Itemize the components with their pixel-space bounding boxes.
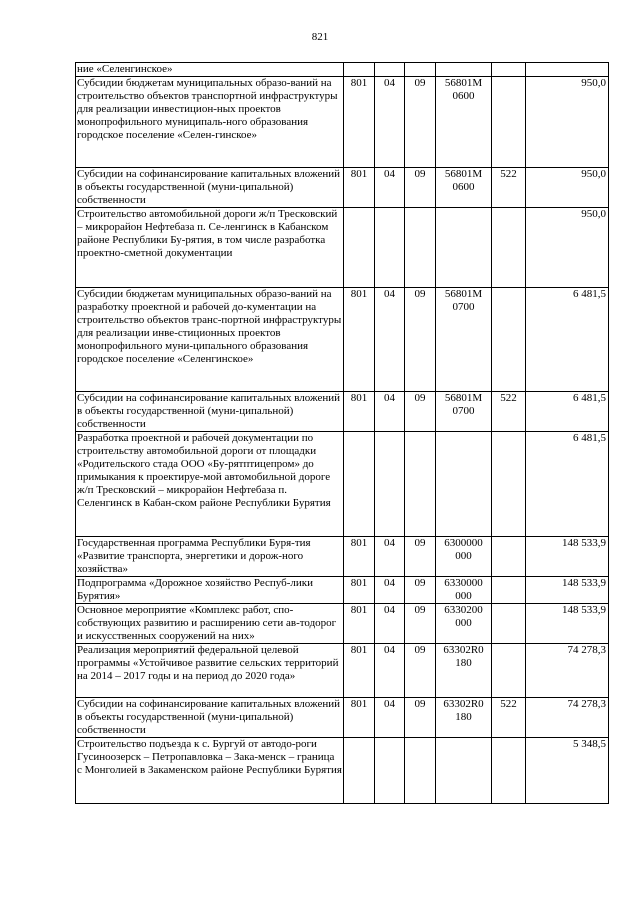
row-subsection-code: 09	[405, 77, 436, 168]
row-subsection-code	[405, 208, 436, 288]
table-row	[76, 432, 609, 537]
row-ministry-code	[344, 738, 375, 804]
table-row	[76, 577, 609, 604]
table-row	[76, 738, 609, 804]
row-expense-type: 522	[492, 698, 526, 738]
row-expense-type	[492, 644, 526, 698]
row-description: Субсидии на софинансирование капитальных вложений в объекты государственной (муни-ципальной) собственности	[76, 392, 344, 432]
row-expense-type	[492, 288, 526, 392]
row-target-article: 6330200 000	[436, 604, 492, 644]
row-target-article: 63302R0 180	[436, 698, 492, 738]
row-ministry-code	[344, 63, 375, 77]
row-subsection-code: 09	[405, 644, 436, 698]
row-description: Субсидии бюджетам муниципальных образо-ваний на разработку проектной и рабочей до-кументации на строительство объектов транс-портной инфраструктуры для реализации инве-стиционных проектов монопрофильного муни-ципального образования городское поселение «Селенгинское»	[76, 288, 344, 392]
row-expense-type	[492, 577, 526, 604]
row-description: Подпрограмма «Дорожное хозяйство Респуб-лики Бурятия»	[76, 577, 344, 604]
row-section-code: 04	[375, 698, 405, 738]
row-section-code: 04	[375, 392, 405, 432]
row-expense-type	[492, 63, 526, 77]
row-ministry-code: 801	[344, 168, 375, 208]
row-amount: 6 481,5	[526, 288, 609, 392]
row-section-code	[375, 63, 405, 77]
row-description: ние «Селенгинское»	[76, 63, 344, 77]
row-expense-type: 522	[492, 392, 526, 432]
row-amount: 148 533,9	[526, 537, 609, 577]
row-ministry-code: 801	[344, 288, 375, 392]
row-section-code: 04	[375, 77, 405, 168]
row-target-article: 56801М 0700	[436, 392, 492, 432]
row-expense-type	[492, 537, 526, 577]
table-row	[76, 288, 609, 392]
table-row	[76, 168, 609, 208]
row-description: Строительство автомобильной дороги ж/п Тресковский – микрорайон Нефтебаза п. Се-ленгинск в Кабанском районе Республики Бу-рятия, в том числе разработка проектно-сметной документации	[76, 208, 344, 288]
row-section-code: 04	[375, 577, 405, 604]
row-description: Разработка проектной и рабочей документации по строительству автомобильной дороги от площадки «Родительского стада ООО «Бу-рятптицепром» до примыкания к проектируе-мой автомобильной дороге ж/п Тресковский – микрорайон Нефтебаза п. Селенгинск в Кабан-ском районе Республики Бурятия	[76, 432, 344, 537]
row-target-article: 56801М 0700	[436, 288, 492, 392]
row-section-code	[375, 432, 405, 537]
row-target-article	[436, 432, 492, 537]
row-section-code: 04	[375, 288, 405, 392]
row-subsection-code: 09	[405, 698, 436, 738]
row-expense-type	[492, 432, 526, 537]
row-amount: 148 533,9	[526, 577, 609, 604]
row-subsection-code	[405, 432, 436, 537]
row-ministry-code: 801	[344, 392, 375, 432]
page-number: 821	[311, 31, 329, 43]
row-ministry-code: 801	[344, 604, 375, 644]
row-ministry-code: 801	[344, 577, 375, 604]
row-expense-type: 522	[492, 168, 526, 208]
row-subsection-code: 09	[405, 392, 436, 432]
row-ministry-code	[344, 208, 375, 288]
table-row	[76, 77, 609, 168]
row-amount: 950,0	[526, 168, 609, 208]
row-section-code: 04	[375, 537, 405, 577]
row-ministry-code	[344, 432, 375, 537]
row-target-article: 6300000 000	[436, 537, 492, 577]
row-description: Субсидии на софинансирование капитальных вложений в объекты государственной (муни-ципальной) собственности	[76, 168, 344, 208]
row-amount: 950,0	[526, 208, 609, 288]
table-row	[76, 537, 609, 577]
row-target-article: 63302R0 180	[436, 644, 492, 698]
row-description: Реализация мероприятий федеральной целевой программы «Устойчивое развитие сельских территорий на 2014 – 2017 годы и на период до 2020 года»	[76, 644, 344, 698]
row-subsection-code	[405, 738, 436, 804]
table-row	[76, 644, 609, 698]
row-ministry-code: 801	[344, 77, 375, 168]
table-row	[76, 698, 609, 738]
row-section-code	[375, 738, 405, 804]
row-subsection-code: 09	[405, 577, 436, 604]
row-description: Строительство подъезда к с. Бургуй от автодо-роги Гусиноозерск – Петропавловка – Зака-менск – граница с Монголией в Закаменском районе Республики Бурятия	[76, 738, 344, 804]
row-subsection-code: 09	[405, 604, 436, 644]
row-amount: 6 481,5	[526, 392, 609, 432]
row-description: Субсидии на софинансирование капитальных вложений в объекты государственной (муни-ципальной) собственности	[76, 698, 344, 738]
row-subsection-code: 09	[405, 537, 436, 577]
row-amount: 6 481,5	[526, 432, 609, 537]
row-expense-type	[492, 604, 526, 644]
row-target-article: 6330000 000	[436, 577, 492, 604]
row-section-code: 04	[375, 604, 405, 644]
row-section-code: 04	[375, 644, 405, 698]
row-description: Государственная программа Республики Буря-тия «Развитие транспорта, энергетики и дорож-ного хозяйства»	[76, 537, 344, 577]
table-row	[76, 604, 609, 644]
row-target-article: 56801М 0600	[436, 168, 492, 208]
row-expense-type	[492, 77, 526, 168]
table-row	[76, 392, 609, 432]
row-target-article	[436, 738, 492, 804]
row-description: Субсидии бюджетам муниципальных образо-ваний на строительство объектов транспортной инфраструктуры для реализации инвестицион-ных проектов монопрофильного муниципаль-ного образования городское поселение «Селен-гинское»	[76, 77, 344, 168]
row-section-code	[375, 208, 405, 288]
row-ministry-code: 801	[344, 698, 375, 738]
row-target-article	[436, 63, 492, 77]
budget-table	[75, 62, 609, 804]
row-description: Основное мероприятие «Комплекс работ, спо-собствующих развитию и расширению сети ав-тодорог и искусственных сооружений на них»	[76, 604, 344, 644]
row-ministry-code: 801	[344, 537, 375, 577]
table-row	[76, 208, 609, 288]
row-expense-type	[492, 208, 526, 288]
row-expense-type	[492, 738, 526, 804]
row-subsection-code	[405, 63, 436, 77]
row-amount	[526, 63, 609, 77]
row-subsection-code: 09	[405, 168, 436, 208]
row-ministry-code: 801	[344, 644, 375, 698]
row-amount: 74 278,3	[526, 698, 609, 738]
row-amount: 148 533,9	[526, 604, 609, 644]
row-target-article	[436, 208, 492, 288]
row-target-article: 56801М 0600	[436, 77, 492, 168]
table-row	[76, 63, 609, 77]
row-section-code: 04	[375, 168, 405, 208]
row-amount: 5 348,5	[526, 738, 609, 804]
row-subsection-code: 09	[405, 288, 436, 392]
row-amount: 74 278,3	[526, 644, 609, 698]
row-amount: 950,0	[526, 77, 609, 168]
